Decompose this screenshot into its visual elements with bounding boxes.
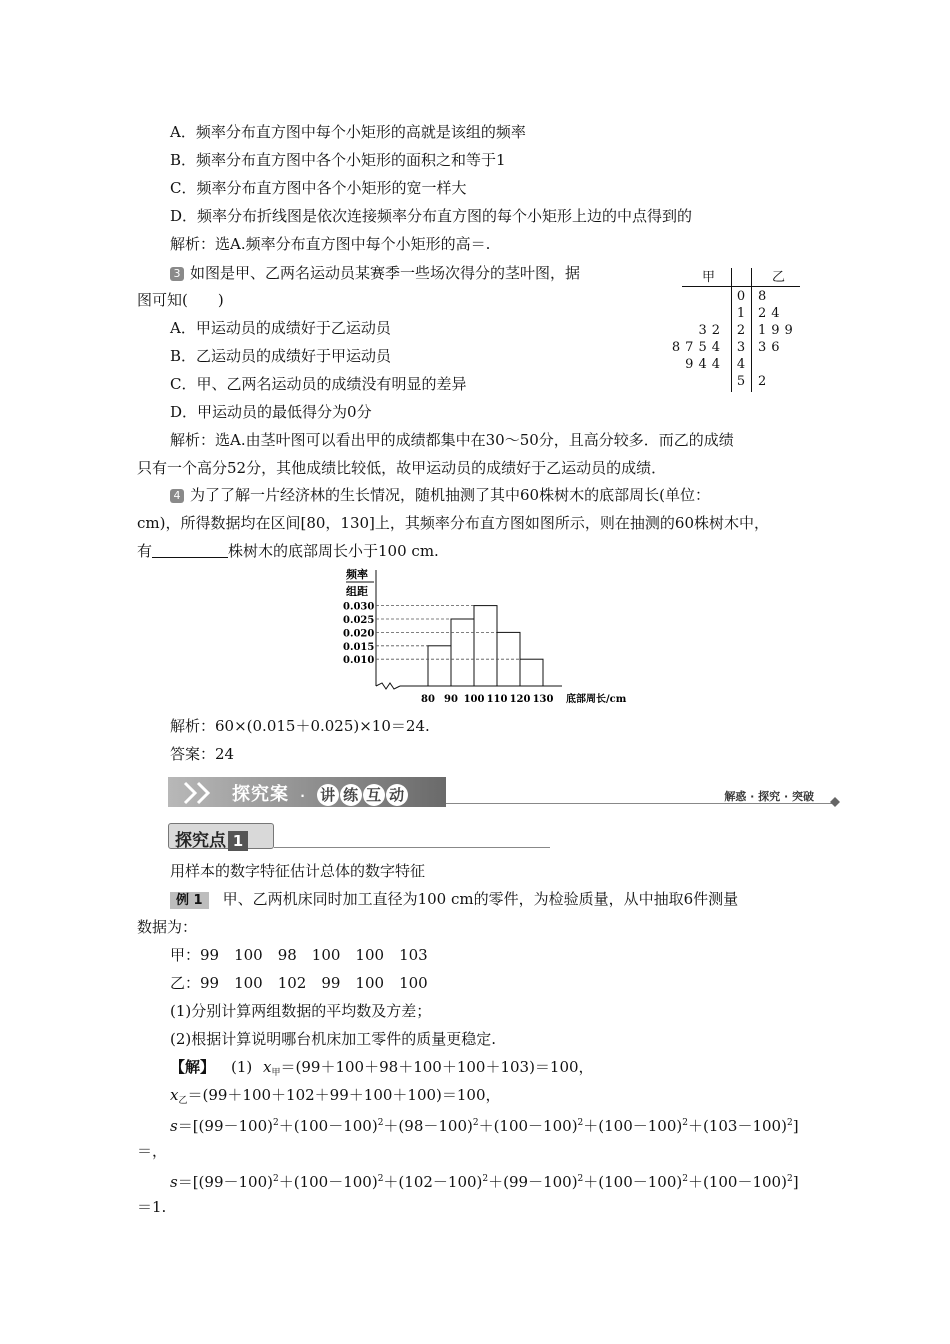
histogram-bar: [428, 646, 451, 686]
square-exponent: 2: [472, 1118, 479, 1128]
stem-leaf-row: [672, 374, 812, 391]
histogram-bar: [474, 606, 497, 686]
q4-stem-text: 为了了解一片经济林的生长情况，随机抽测了其中60株树木的底部周长(单位：: [190, 486, 710, 504]
variance-term: ＋(99－100): [488, 1173, 578, 1191]
q3-stem-line1: [170, 263, 580, 283]
question-part1: (1)分别计算两组数据的平均数及方差；: [170, 1002, 432, 1020]
square-exponent: 2: [682, 1174, 688, 1184]
variance-jia-result: ＝，: [137, 1142, 168, 1160]
question-part2: (2)根据计算说明哪台机床加工零件的质量更稳定.: [170, 1030, 497, 1048]
variance-term: ＋(100－100): [478, 1117, 578, 1135]
y-tick-label: 0.010: [343, 655, 375, 667]
stem-leaf-stem: 1: [736, 306, 746, 321]
stem-leaf-row: [672, 340, 812, 357]
explore-point-header: [168, 823, 550, 849]
banner-right-label: 解惑 · 探究 · 突破: [724, 790, 814, 803]
q4-analysis: 解析：60×(0.015＋0.025)×10＝24.: [170, 717, 430, 735]
variance-term: ＋(102－100): [383, 1173, 483, 1191]
data-yi: 乙：99 100 102 99 100 100: [170, 974, 428, 992]
banner-title: [232, 780, 409, 806]
stem-leaf-right-leaves: 199: [758, 323, 798, 338]
stem-leaf-stem: 2: [736, 323, 746, 338]
variance-variable: s: [170, 1173, 178, 1191]
q2-option-b: B．频率分布直方图中各个小矩形的面积之和等于1: [170, 151, 506, 169]
variance-variable: s: [170, 1117, 178, 1135]
mean-subscript: 甲: [271, 1068, 281, 1078]
banner-left-label: 探究案: [232, 784, 289, 805]
q4-stem-suffix: 株树木的底部周长小于100 cm.: [228, 542, 439, 560]
square-exponent: 2: [377, 1174, 384, 1184]
q3-stem-text: 如图是甲、乙两名运动员某赛季一些场次得分的茎叶图，据: [190, 264, 581, 282]
y-tick-label: 0.025: [343, 615, 375, 626]
q4-stem-line1: [170, 485, 710, 505]
q3-stem-line2: 图可知( ): [137, 291, 224, 309]
banner-pill: 讲: [317, 784, 339, 806]
banner-pill: 练: [340, 784, 362, 806]
q3-analysis-line2: 只有一个高分52分，其他成绩比较低，故甲运动员的成绩好于乙运动员的成绩．: [137, 459, 667, 477]
stem-leaf-right-leaves: 36: [758, 340, 785, 355]
q4-stem-line3: [137, 541, 439, 561]
y-tick-label: 0.020: [343, 628, 375, 640]
x-tick-label: 120: [509, 694, 531, 705]
variance-term: ＋(100－100): [583, 1173, 683, 1191]
stem-leaf-stem: 5: [736, 374, 746, 389]
q2-analysis: 解析：选A.频率分布直方图中每个小矩形的高＝.: [170, 235, 491, 253]
variance-yi-line: [170, 1169, 799, 1192]
q3-option-d: D．甲运动员的最低得分为0分: [170, 403, 372, 421]
stem-leaf-header-rule: [682, 286, 800, 287]
stem-leaf-right-leaves: 2: [758, 374, 772, 389]
stem-leaf-right-leaves: 24: [758, 306, 785, 321]
q4-stem-prefix: 有: [137, 542, 153, 560]
histogram-bar: [451, 619, 474, 686]
variance-bracket: ]: [792, 1173, 799, 1191]
q4-answer: 答案：24: [170, 745, 235, 763]
variance-bracket: ]: [792, 1117, 799, 1135]
x-axis-break: [376, 683, 400, 689]
diamond-icon: [830, 797, 840, 807]
data-jia: 甲：99 100 98 100 100 103: [170, 946, 428, 964]
solution-line2: [170, 1085, 501, 1111]
x-tick-label: 130: [532, 694, 554, 705]
stem-leaf-row: [672, 357, 812, 374]
stem-leaf-right-header: 乙: [772, 270, 786, 285]
explore-point-rule: [274, 847, 550, 848]
stem-leaf-row: [672, 306, 812, 323]
example-stem-text: 甲、乙两机床同时加工直径为100 cm的零件，为检验质量，从中抽取6件测量: [222, 890, 739, 908]
square-exponent: 2: [786, 1118, 793, 1128]
mean-variable: x: [263, 1058, 272, 1076]
x-tick-label: 90: [444, 694, 458, 705]
mean-jia-expression: ＝(99＋100＋98＋100＋100＋103)＝100，: [280, 1058, 594, 1076]
stem-leaf-left-leaves: 32: [698, 323, 725, 338]
y-tick-label: 0.015: [343, 641, 375, 653]
stem-leaf-stem: 0: [736, 289, 746, 304]
square-exponent: 2: [377, 1118, 384, 1128]
stem-leaf-left-header: 甲: [702, 270, 716, 285]
example-stem-line1: [170, 889, 738, 909]
square-exponent: 2: [577, 1118, 584, 1128]
square-exponent: 2: [682, 1118, 688, 1128]
stem-leaf-stem: 4: [736, 357, 746, 372]
square-exponent: 2: [272, 1118, 279, 1128]
x-tick-label: 110: [486, 694, 508, 705]
q4-stem-line2: cm)，所得数据均在区间[80，130]上，其频率分布直方图如图所示，则在抽测的60株树木中，: [137, 514, 769, 532]
q2-option-a: A．频率分布直方图中每个小矩形的高就是该组的频率: [170, 123, 526, 141]
y-axis-label-bottom: 组距: [346, 585, 368, 598]
q3-analysis-line1: 解析：选A.由茎叶图可以看出甲的成绩都集中在30～50分，且高分较多．而乙的成绩: [170, 431, 734, 449]
stem-leaf-stem: 3: [736, 340, 746, 355]
solution-part-label: (1): [231, 1058, 253, 1076]
x-tick-label: 80: [421, 694, 435, 705]
example-stem-line2: 数据为：: [137, 918, 198, 936]
variance-term: ＝[(99－100): [177, 1173, 273, 1191]
solution-label: 【解】: [170, 1058, 216, 1076]
mean-variable: x: [170, 1086, 179, 1104]
variance-term: ＝[(99－100): [177, 1117, 273, 1135]
q3-option-b: B．乙运动员的成绩好于甲运动员: [170, 347, 392, 365]
explore-point-number: 1: [228, 831, 248, 851]
square-exponent: 2: [577, 1174, 584, 1184]
histogram-bar: [520, 659, 543, 686]
variance-term: ＋(98－100): [383, 1117, 473, 1135]
solution-line1: [170, 1057, 594, 1083]
stem-leaf-right-leaves: 8: [758, 289, 772, 304]
variance-term: ＋(100－100): [278, 1117, 378, 1135]
variance-yi-result: ＝1.: [137, 1198, 167, 1216]
q3-number-badge: 3: [170, 267, 184, 281]
stem-leaf-left-leaves: 944: [685, 357, 725, 372]
stem-leaf-left-leaves: 8754: [671, 340, 725, 355]
x-tick-label: 100: [463, 694, 485, 705]
explore-topic: 用样本的数字特征估计总体的数字特征: [170, 862, 426, 880]
answer-blank[interactable]: [152, 543, 228, 558]
variance-term: ＋(100－100): [583, 1117, 683, 1135]
q4-number-badge: 4: [170, 489, 184, 503]
explore-point-box: [168, 823, 274, 849]
stem-leaf-plot: [672, 264, 812, 394]
variance-term: ＋(103－100): [687, 1117, 787, 1135]
variance-term: ＋(100－100): [687, 1173, 787, 1191]
x-axis-label: 底部周长/cm: [566, 694, 627, 705]
square-exponent: 2: [482, 1174, 489, 1184]
y-axis-label-top: 频率: [346, 568, 368, 581]
variance-jia-line: [170, 1113, 799, 1136]
banner-pill: 动: [386, 784, 408, 806]
q2-option-d: D．频率分布折线图是依次连接频率分布直方图的每个小矩形上边的中点得到的: [170, 207, 693, 225]
variance-term: ＋(100－100): [278, 1173, 378, 1191]
q3-option-c: C．甲、乙两名运动员的成绩没有明显的差异: [170, 375, 467, 393]
mean-subscript: 乙: [178, 1096, 188, 1106]
explore-point-label: 探究点: [175, 831, 226, 851]
stem-leaf-row: [672, 289, 812, 306]
example-badge: 例 1: [170, 892, 209, 909]
stem-leaf-row: [672, 323, 812, 340]
section-banner: [168, 775, 840, 809]
banner-pill: 互: [363, 784, 385, 806]
mean-yi-expression: ＝(99＋100＋102＋99＋100＋100)＝100，: [187, 1086, 501, 1104]
banner-dot: ·: [300, 789, 306, 803]
frequency-histogram: [330, 566, 650, 712]
q3-option-a: A．甲运动员的成绩好于乙运动员: [170, 319, 391, 337]
q2-option-c: C．频率分布直方图中各个小矩形的宽一样大: [170, 179, 467, 197]
double-chevron-icon: [182, 781, 222, 805]
y-tick-label: 0.030: [343, 601, 375, 613]
square-exponent: 2: [786, 1174, 793, 1184]
square-exponent: 2: [272, 1174, 279, 1184]
